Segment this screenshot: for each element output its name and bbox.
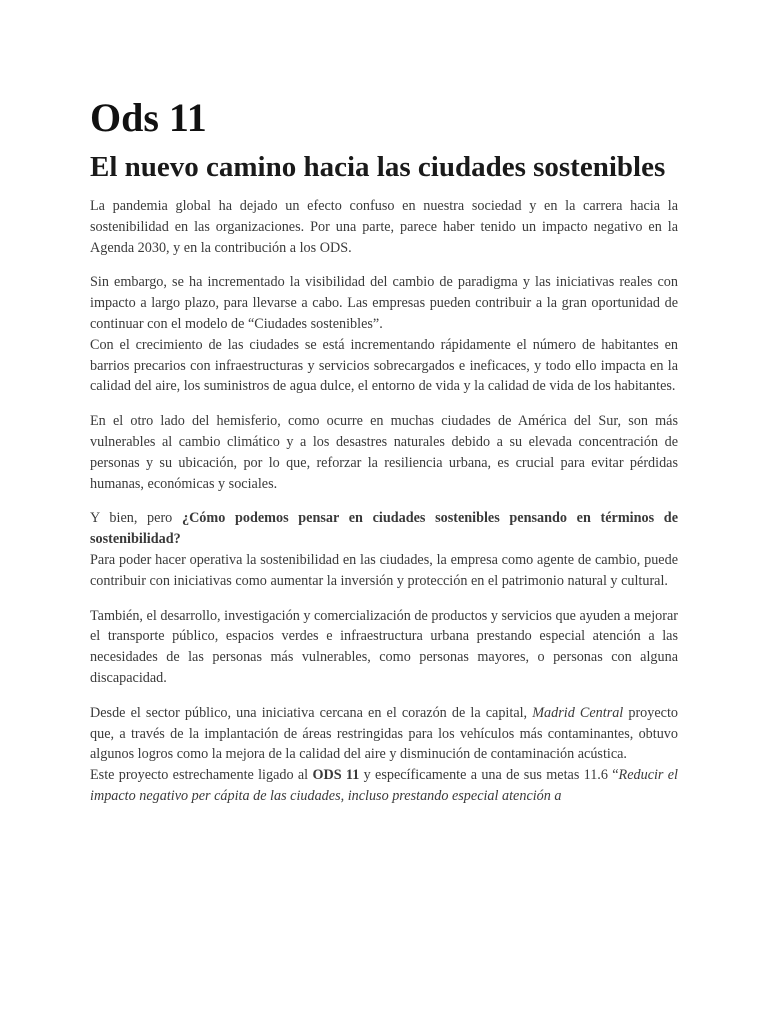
document-page — [90, 94, 678, 807]
paragraph-development: También, el desarrollo, investigación y comercialización de productos y servicios que ayuden a mejorar el transporte público, espacios verdes e infraestructura urbana prestando especial atención a las necesidades de las personas más vulnerables, como personas mayores, o personas con alguna discapacidad. — [90, 607, 678, 686]
paragraph-ods11-link — [90, 765, 678, 807]
paragraph-operative: Para poder hacer operativa la sostenibilidad en las ciudades, la empresa como agente de cambio, puede contribuir con iniciativas como aumentar la inversión y protección en el patrimonio natural y cultural. — [90, 551, 678, 589]
paragraph-question — [90, 508, 678, 550]
ods11-lead: Este proyecto estrechamente ligado al — [90, 767, 313, 784]
madrid-central-name: Madrid Central — [532, 704, 624, 721]
page-title: Ods 11 — [90, 95, 207, 140]
madrid-rest: proyecto que, a través de la implantación de áreas restringidas para los vehículos más contaminantes, obtuvo algunos logros como la mejora de la calidad del aire y disminución de contaminación acústica. — [90, 704, 678, 763]
paragraph-urban-growth: Con el crecimiento de las ciudades se está incrementando rápidamente el número de habitantes en barrios precarios con infraestructuras y servicios sobrecargados e ineficaces, y todo ello impacta en la calidad del aire, los suministros de agua dulce, el entorno de vida y la calidad de vida de los habitantes. — [90, 336, 678, 395]
paragraph-intro: La pandemia global ha dejado un efecto confuso en nuestra sociedad y en la carrera hacia la sostenibilidad en las organizaciones. Por una parte, parece haber tenido un impacto negativo en la Agenda 2030, y en la contribución a los ODS. — [90, 198, 678, 256]
madrid-lead: Desde el sector público, una iniciativa cercana en el corazón de la capital, — [90, 704, 533, 721]
paragraph-south-america: En el otro lado del hemisferio, como ocurre en muchas ciudades de América del Sur, son más vulnerables al cambio climático y a los desastres naturales debido a su elevada concentración de personas y su ubicación, por lo que, reforzar la resiliencia urbana, es crucial para evitar pérdidas humanas, económicas y sociales. — [90, 413, 678, 492]
question-lead: Y bien, pero — [90, 510, 182, 527]
page-subtitle: El nuevo camino hacia las ciudades sostenibles — [90, 151, 666, 183]
ods11-quote: Reducir el impacto negativo per cápita de las ciudades, incluso prestando especial atención a — [90, 767, 679, 804]
ods11-bold: ODS 11 — [312, 767, 360, 784]
paragraph-paradigm: Sin embargo, se ha incrementado la visibilidad del cambio de paradigma y las iniciativas reales con impacto a largo plazo, para llevarse a cabo. Las empresas pueden contribuir a la gran oportunidad de continuar con el modelo de “Ciudades sostenibles”. — [90, 274, 678, 332]
ods11-mid: y específicamente a una de sus metas 11.6 “ — [359, 767, 619, 784]
question-bold: ¿Cómo podemos pensar en ciudades sostenibles pensando en términos de sostenibilidad? — [90, 510, 678, 548]
paragraph-madrid-central — [90, 703, 678, 765]
